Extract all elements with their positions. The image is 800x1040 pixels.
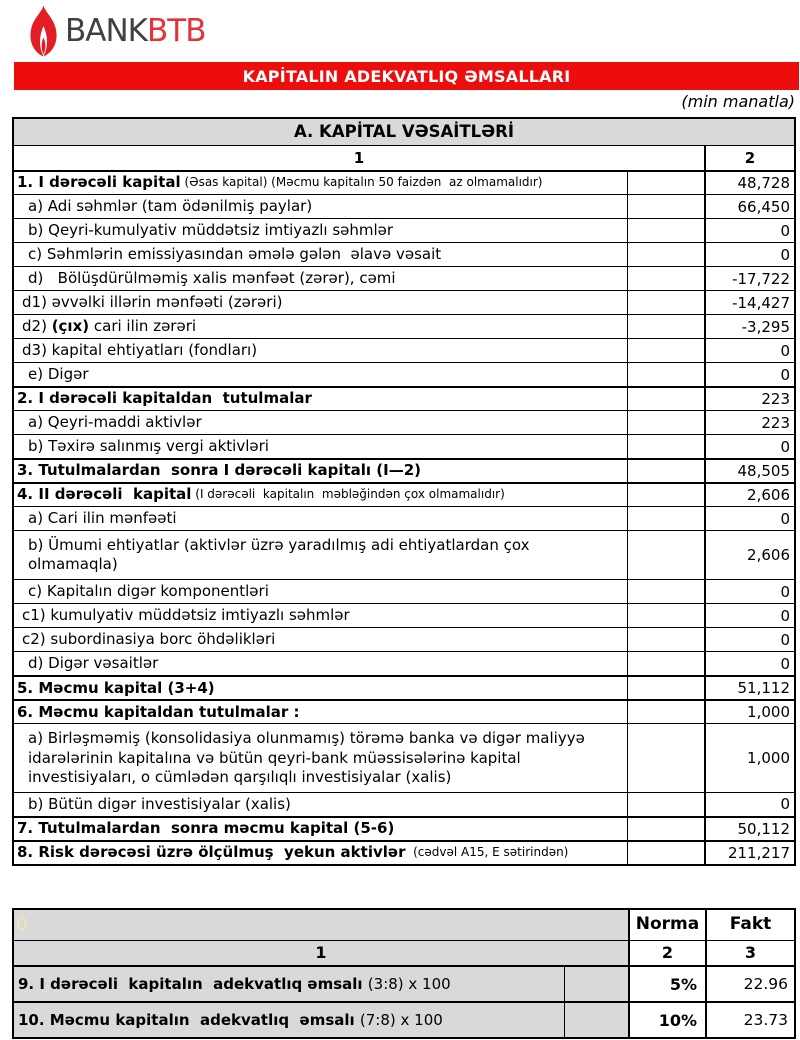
table-row xyxy=(14,266,794,290)
capital-table xyxy=(12,117,796,866)
row-empty-cell xyxy=(628,435,706,458)
table-row xyxy=(14,386,794,410)
index-header-1: 1 xyxy=(14,941,630,965)
ratio-table-header xyxy=(14,910,794,940)
row-label: 7. Tutulmalardan sonra məcmu kapital (5-6) xyxy=(14,818,628,840)
table-row xyxy=(14,314,794,338)
index-header-3: 3 xyxy=(744,943,757,962)
ratio-row-label: 9. I dərəcəli kapitalın adekvatlıq əmsalı (3:8) x 100 xyxy=(14,967,565,1001)
table-row xyxy=(14,290,794,314)
unit-note: (min manatla) xyxy=(681,92,795,111)
bank-flame-icon xyxy=(28,5,59,57)
bank-logo xyxy=(28,4,205,58)
column-header-2: 2 xyxy=(744,149,756,167)
row-value: 223 xyxy=(761,390,790,408)
row-value: 0 xyxy=(780,437,790,456)
table-row xyxy=(14,458,794,482)
row-empty-cell xyxy=(628,195,706,218)
table-row xyxy=(14,194,794,218)
row-label: 5. Məcmu kapital (3+4) xyxy=(14,677,628,699)
table-row xyxy=(14,579,794,603)
row-value: 223 xyxy=(761,413,790,432)
row-label: d3) kapital ehtiyatları (fondları) xyxy=(14,339,628,362)
row-empty-cell xyxy=(628,580,706,603)
row-empty-cell xyxy=(628,724,706,792)
table-row xyxy=(14,675,794,699)
table-row xyxy=(14,651,794,675)
ratio-row xyxy=(14,965,794,1001)
row-value: -14,427 xyxy=(732,293,790,312)
row-empty-cell xyxy=(628,388,706,410)
row-empty-cell xyxy=(628,507,706,530)
row-value: 0 xyxy=(780,365,790,384)
row-value: 0 xyxy=(780,630,790,649)
ratio-row-norma-value: 10% xyxy=(630,1003,707,1037)
row-empty-cell xyxy=(628,652,706,675)
row-empty-cell xyxy=(628,531,706,579)
row-value: 48,505 xyxy=(737,462,790,480)
row-empty-cell xyxy=(628,628,706,651)
row-empty-cell xyxy=(628,411,706,434)
row-label: 2. I dərəcəli kapitaldan tutulmalar xyxy=(14,388,628,410)
table-row xyxy=(14,218,794,242)
row-label: e) Digər xyxy=(14,363,628,386)
capital-table-column-headers xyxy=(14,145,794,170)
ratio-header-fakt: Fakt xyxy=(729,914,772,934)
ratio-row xyxy=(14,1001,794,1037)
ratio-row-empty-cell xyxy=(565,1003,630,1037)
row-value: 0 xyxy=(780,606,790,625)
table-row xyxy=(14,792,794,816)
table-row xyxy=(14,170,794,194)
row-empty-cell xyxy=(628,677,706,699)
row-value: 0 xyxy=(780,582,790,601)
row-empty-cell xyxy=(628,363,706,386)
row-label: b) Qeyri-kumulyativ müddətsiz imtiyazlı səhmlər xyxy=(14,219,628,242)
logo-bank-word: BANK xyxy=(65,13,147,49)
row-empty-cell xyxy=(628,701,706,723)
index-header-2: 2 xyxy=(630,941,707,965)
row-value: 0 xyxy=(780,221,790,240)
table-row xyxy=(14,434,794,458)
ratio-header-norma: Norma xyxy=(630,910,707,940)
row-label: a) Qeyri-maddi aktivlər xyxy=(14,411,628,434)
row-empty-cell xyxy=(628,315,706,338)
ratio-row-empty-cell xyxy=(565,967,630,1001)
column-header-1: 1 xyxy=(14,146,706,170)
row-label: c) Kapitalın digər komponentləri xyxy=(14,580,628,603)
row-label: c2) subordinasiya borc öhdəlikləri xyxy=(14,628,628,651)
table-row xyxy=(14,530,794,579)
row-empty-cell xyxy=(628,818,706,840)
row-label: 1. I dərəcəli kapital (Əsas kapital) (Məcmu kapitalın 50 faizdən az olmamalıdır) xyxy=(14,172,628,194)
row-empty-cell xyxy=(628,793,706,816)
row-label: b) Bütün digər investisiyalar (xalis) xyxy=(14,793,628,816)
row-label: a) Adi səhmlər (tam ödənilmiş paylar) xyxy=(14,195,628,218)
table-row xyxy=(14,840,794,864)
row-label: d1) əvvəlki illərin mənfəəti (zərəri) xyxy=(14,291,628,314)
row-value: 0 xyxy=(780,509,790,528)
row-empty-cell xyxy=(628,267,706,290)
row-value: 0 xyxy=(780,245,790,264)
ratio-table xyxy=(12,908,796,1039)
row-empty-cell xyxy=(628,243,706,266)
row-empty-cell xyxy=(628,484,706,506)
logo-btb-word: BTB xyxy=(147,13,206,49)
table-row xyxy=(14,410,794,434)
table-row xyxy=(14,362,794,386)
row-value: 48,728 xyxy=(737,174,790,192)
row-value: -3,295 xyxy=(741,317,790,336)
row-label: b) Ümumi ehtiyatlar (aktivlər üzrə yaradılmış adi ehtiyatlardan çox olmamaqla) xyxy=(14,531,628,579)
row-label: a) Cari ilin mənfəəti xyxy=(14,507,628,530)
ratio-table-index-row xyxy=(14,940,794,965)
ratio-table-rows xyxy=(14,965,794,1037)
ratio-row-norma-value: 5% xyxy=(630,967,707,1001)
row-value: 211,217 xyxy=(727,843,790,862)
row-empty-cell xyxy=(628,604,706,627)
table-row xyxy=(14,723,794,792)
ratio-row-label: 10. Məcmu kapitalın adekvatlıq əmsalı (7:8) x 100 xyxy=(14,1003,565,1037)
table-row xyxy=(14,242,794,266)
table-row xyxy=(14,338,794,362)
row-value: 51,112 xyxy=(737,679,790,698)
bank-logo-text xyxy=(65,5,205,57)
row-value: 0 xyxy=(780,795,790,814)
ratio-header-corner: 0 xyxy=(14,910,630,940)
row-label: c1) kumulyativ müddətsiz imtiyazlı səhmlər xyxy=(14,604,628,627)
row-label: c) Səhmlərin emissiyasından əmələ gələn əlavə vəsait xyxy=(14,243,628,266)
ratio-row-fakt-value: 22.96 xyxy=(743,975,788,993)
capital-table-rows xyxy=(14,170,794,864)
capital-table-title: A. KAPİTAL VƏSAİTLƏRİ xyxy=(14,119,794,145)
row-value: -17,722 xyxy=(732,269,790,288)
row-label: 8. Risk dərəcəsi üzrə ölçülmuş yekun aktivlər (cədvəl A15, E sətirindən) xyxy=(14,842,628,864)
row-label: d) Digər vəsaitlər xyxy=(14,652,628,675)
row-empty-cell xyxy=(628,339,706,362)
row-empty-cell xyxy=(628,460,706,482)
table-row xyxy=(14,603,794,627)
table-row xyxy=(14,699,794,723)
row-label: b) Təxirə salınmış vergi aktivləri xyxy=(14,435,628,458)
table-row xyxy=(14,506,794,530)
row-value: 0 xyxy=(780,341,790,360)
row-label: 4. II dərəcəli kapital (I dərəcəli kapitalın məbləğindən çox olmamalıdır) xyxy=(14,484,628,506)
row-value: 50,112 xyxy=(737,819,790,838)
report-title: KAPİTALIN ADEKVATLIQ ƏMSALLARI xyxy=(242,66,571,86)
row-label: d2) (çıx) cari ilin zərəri xyxy=(14,315,628,338)
row-label: 6. Məcmu kapitaldan tutulmalar : xyxy=(14,701,628,723)
row-value: 1,000 xyxy=(747,749,790,768)
report-title-banner xyxy=(14,62,799,90)
table-row xyxy=(14,482,794,506)
row-value: 1,000 xyxy=(747,703,790,722)
row-value: 2,606 xyxy=(747,546,790,565)
table-row xyxy=(14,816,794,840)
ratio-row-fakt-value: 23.73 xyxy=(743,1011,788,1029)
row-value: 0 xyxy=(780,654,790,673)
row-empty-cell xyxy=(628,291,706,314)
row-empty-cell xyxy=(628,172,706,194)
row-empty-cell xyxy=(628,842,706,864)
table-row xyxy=(14,627,794,651)
row-label: a) Birləşməmiş (konsolidasiya olunmamış) törəmə banka və digər maliyyə idarələrinin kapitalına və bütün qeyri-bank müəssisələrinə kapital investisiyaları, o cümlədən qarşılıqlı investisiyalar (xalis) xyxy=(14,724,628,792)
row-label: d) Bölüşdürülməmiş xalis mənfəət (zərər), cəmi xyxy=(14,267,628,290)
row-empty-cell xyxy=(628,219,706,242)
row-value: 2,606 xyxy=(747,486,790,504)
row-label: 3. Tutulmalardan sonra I dərəcəli kapitalı (I—2) xyxy=(14,460,628,482)
row-value: 66,450 xyxy=(737,197,790,216)
